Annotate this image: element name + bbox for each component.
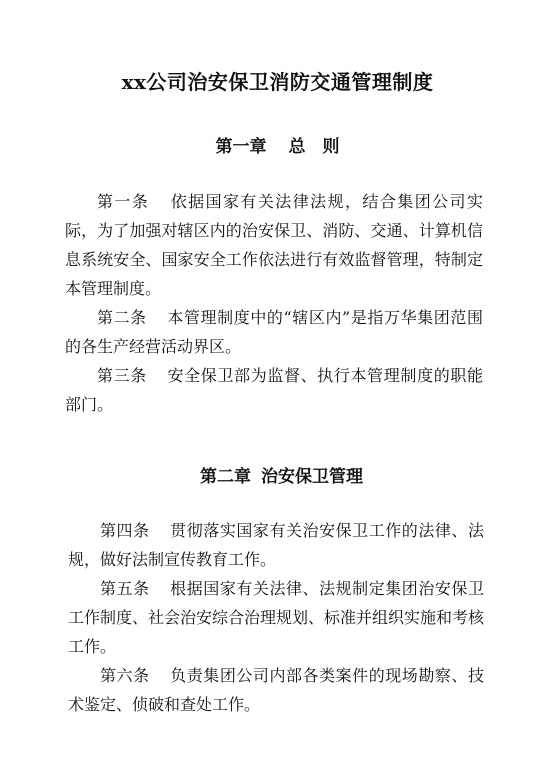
chapter-name: 治安保卫管理 xyxy=(261,467,363,487)
article-text: 本管理制度中的“辖区内”是指万华集团范围的各生产经营活动界区。 xyxy=(65,308,483,356)
chapter-body xyxy=(65,187,483,419)
article-label: 第六条 xyxy=(100,666,150,685)
article-paragraph xyxy=(68,516,484,574)
article-label: 第五条 xyxy=(100,579,150,598)
article-text: 依据国家有关法律法规，结合集团公司实际，为了加强对辖区内的治安保卫、消防、交通、计算机信息系统安全、国家安全工作依法进行有效监督管理，特制定本管理制度。 xyxy=(65,192,483,298)
article-text: 贯彻落实国家有关治安保卫工作的法律、法规，做好法制宣传教育工作。 xyxy=(68,521,484,569)
article-paragraph xyxy=(68,661,484,719)
article-label: 第二条 xyxy=(97,308,147,327)
chapter-heading xyxy=(0,132,555,157)
article-label: 第四条 xyxy=(100,521,150,540)
article-paragraph xyxy=(65,303,483,361)
chapter-heading xyxy=(8,462,555,487)
document-title: xx公司治安保卫消防交通管理制度 xyxy=(121,70,434,94)
chapter-body xyxy=(68,516,484,719)
article-paragraph xyxy=(65,187,483,303)
article-text: 根据国家有关法律、法规制定集团治安保卫工作制度、社会治安综合治理规划、标准并组织实施和考核工作。 xyxy=(68,579,485,656)
chapter-number: 第二章 xyxy=(200,467,251,487)
article-paragraph xyxy=(65,361,483,419)
article-label: 第三条 xyxy=(97,366,147,385)
article-text: 安全保卫部为监督、执行本管理制度的职能部门。 xyxy=(65,366,483,414)
chapter-number: 第一章 xyxy=(215,137,267,157)
article-label: 第一条 xyxy=(97,192,150,211)
article-paragraph xyxy=(68,574,484,661)
article-text: 负责集团公司内部各类案件的现场勘察、技术鉴定、侦破和查处工作。 xyxy=(68,666,484,714)
chapter-name: 总 则 xyxy=(288,137,340,157)
